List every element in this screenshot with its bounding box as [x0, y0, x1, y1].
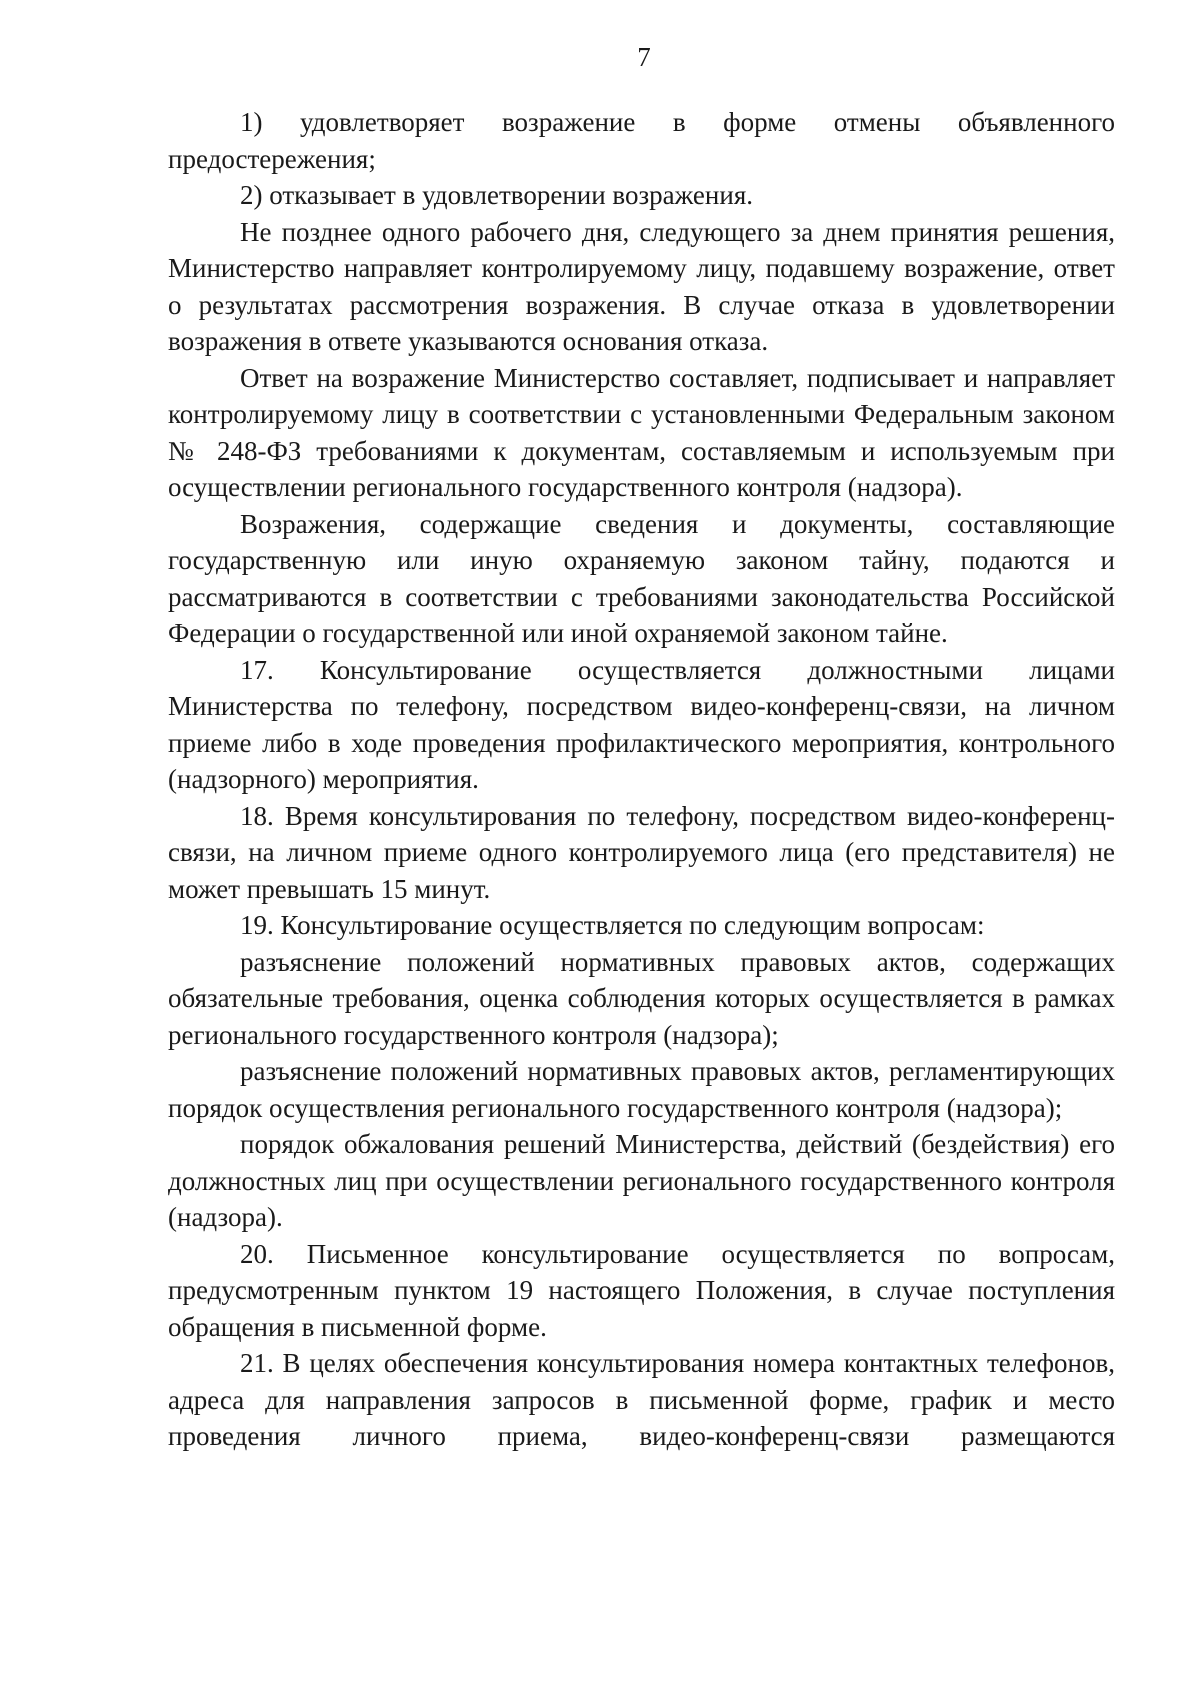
paragraph-consult-topic-1: разъяснение положений нормативных правовых актов, содержащих обязательные требования, оценка соблюдения которых осуществляется в рамках регионального государственного контроля (надзора);: [168, 946, 1115, 1050]
paragraph-item-18: 18. Время консультирования по телефону, посредством видео-конференц-связи, на личном приеме одного контролируемого лица (его представителя) не может превышать 15 минут.: [168, 800, 1115, 904]
paragraph-consult-topic-3: порядок обжалования решений Министерства, действий (бездействия) его должностных лиц при осуществлении регионального государственного контроля (надзора).: [168, 1129, 1115, 1232]
paragraph-secret-objections: Возражения, содержащие сведения и документы, составляющие государственную или иную охраняемую законом тайну, подаются и рассматриваются в соответствии с требованиями законодательства Российской Федерации о государственной или иной охраняемой законом тайне.: [168, 508, 1115, 648]
paragraph-item-17: 17. Консультирование осуществляется должностными лицами Министерства по телефону, посредством видео-конференц-связи, на личном приеме либо в ходе проведения профилактического мероприятия, контрольного (надзорного) мероприятия.: [168, 654, 1115, 794]
paragraph-objection-refused: 2) отказывает в удовлетворении возражения.: [240, 180, 753, 210]
paragraph-response-deadline: Не позднее одного рабочего дня, следующего за днем принятия решения, Министерство направляет контролируемому лицу, подавшему возражение, ответ о результатах рассмотрения возражения. В случае отказа в удовлетворении возражения в ответе указываются основания отказа.: [168, 216, 1115, 356]
document-body: [168, 104, 1115, 1455]
paragraph-item-21: 21. В целях обеспечения консультирования номера контактных телефонов, адреса для направления запросов в письменной форме, график и место проведения личного приема, видео-конференц-связи размещаются: [168, 1348, 1115, 1451]
page-number: 7: [637, 42, 651, 72]
paragraph-objection-satisfied: 1) удовлетворяет возражение в форме отмены объявленного предостережения;: [168, 107, 1115, 174]
paragraph-item-19: 19. Консультирование осуществляется по следующим вопросам:: [240, 910, 985, 940]
paragraph-item-20: 20. Письменное консультирование осуществляется по вопросам, предусмотренным пунктом 19 настоящего Положения, в случае поступления обращения в письменной форме.: [168, 1238, 1115, 1342]
paragraph-consult-topic-2: разъяснение положений нормативных правовых актов, регламентирующих порядок осуществления регионального государственного контроля (надзора);: [168, 1056, 1115, 1123]
paragraph-response-preparation: Ответ на возражение Министерство составляет, подписывает и направляет контролируемому лицу в соответствии с установленными Федеральным законом № 248-ФЗ требованиями к документам, составляемым и используемым при осуществлении регионального государственного контроля (надзора).: [168, 362, 1115, 502]
